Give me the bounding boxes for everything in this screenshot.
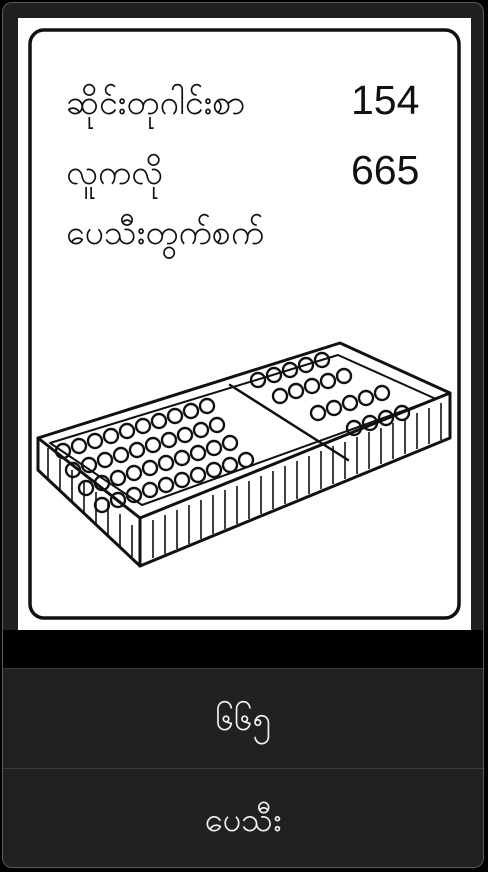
- line-3-label: ပေသီးတွက်စက်: [66, 213, 265, 253]
- answer-number[interactable]: ၆၆၅: [3, 668, 483, 768]
- line-2-label: လူကလို: [66, 153, 164, 193]
- abacus-illustration: [18, 18, 471, 630]
- card-frame: [2, 2, 484, 868]
- line-1-value: 154: [351, 77, 420, 123]
- abacus-beads-left: [56, 399, 253, 512]
- abacus-beads-right: [251, 353, 409, 435]
- illustration-panel: [18, 18, 471, 630]
- separator-gap: [3, 630, 483, 668]
- answer-word[interactable]: ပေသီး: [3, 768, 483, 868]
- line-2-value: 665: [351, 147, 420, 193]
- line-1-label: ဆိုင်းတုဂါင်းစာ: [66, 83, 246, 123]
